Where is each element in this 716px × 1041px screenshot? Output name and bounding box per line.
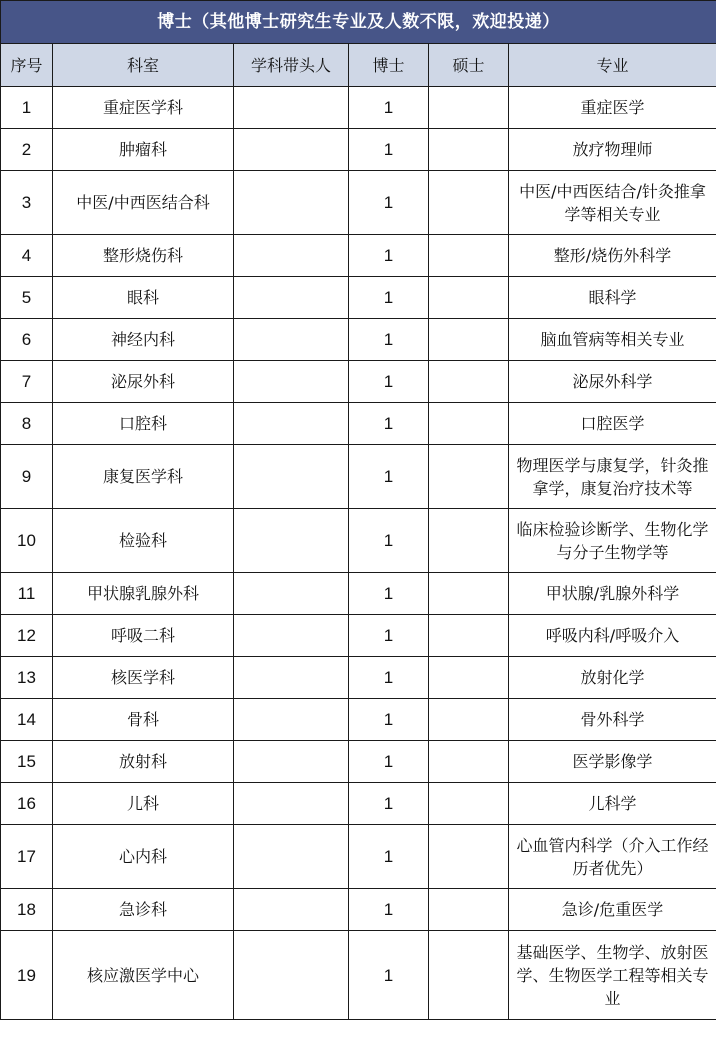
discipline-leader-cell: [234, 403, 349, 445]
column-header-major: 专业: [509, 44, 716, 87]
index-cell: 9: [1, 445, 53, 509]
master-count-cell: [429, 825, 509, 889]
index-cell: 5: [1, 277, 53, 319]
discipline-leader-cell: [234, 657, 349, 699]
major-cell: 口腔医学: [509, 403, 716, 445]
department-cell: 重症医学科: [53, 87, 234, 129]
table-body: [1, 87, 716, 1020]
discipline-leader-cell: [234, 741, 349, 783]
department-cell: 核应激医学中心: [53, 931, 234, 1020]
phd-count-cell: 1: [349, 741, 429, 783]
phd-count-cell: 1: [349, 445, 429, 509]
major-cell: 骨外科学: [509, 699, 716, 741]
department-cell: 核医学科: [53, 657, 234, 699]
department-cell: 急诊科: [53, 889, 234, 931]
master-count-cell: [429, 573, 509, 615]
discipline-leader-cell: [234, 573, 349, 615]
department-cell: 整形烧伤科: [53, 235, 234, 277]
phd-count-cell: 1: [349, 657, 429, 699]
phd-count-cell: 1: [349, 825, 429, 889]
index-cell: 16: [1, 783, 53, 825]
index-cell: 4: [1, 235, 53, 277]
phd-count-cell: 1: [349, 319, 429, 361]
major-cell: 临床检验诊断学、生物化学与分子生物学等: [509, 509, 716, 573]
major-cell: 甲状腺/乳腺外科学: [509, 573, 716, 615]
major-cell: 急诊/危重医学: [509, 889, 716, 931]
index-cell: 17: [1, 825, 53, 889]
discipline-leader-cell: [234, 889, 349, 931]
department-cell: 骨科: [53, 699, 234, 741]
master-count-cell: [429, 277, 509, 319]
column-header-index: 序号: [1, 44, 53, 87]
table-row: [1, 277, 716, 319]
discipline-leader-cell: [234, 319, 349, 361]
discipline-leader-cell: [234, 361, 349, 403]
discipline-leader-cell: [234, 825, 349, 889]
phd-count-cell: 1: [349, 615, 429, 657]
index-cell: 12: [1, 615, 53, 657]
table-row: [1, 171, 716, 235]
phd-count-cell: 1: [349, 235, 429, 277]
table-row: [1, 129, 716, 171]
department-cell: 放射科: [53, 741, 234, 783]
index-cell: 2: [1, 129, 53, 171]
index-cell: 3: [1, 171, 53, 235]
table-row: [1, 403, 716, 445]
column-header-master: 硕士: [429, 44, 509, 87]
column-header-department: 科室: [53, 44, 234, 87]
phd-count-cell: 1: [349, 403, 429, 445]
master-count-cell: [429, 171, 509, 235]
department-cell: 检验科: [53, 509, 234, 573]
index-cell: 18: [1, 889, 53, 931]
discipline-leader-cell: [234, 277, 349, 319]
table-row: [1, 445, 716, 509]
major-cell: 泌尿外科学: [509, 361, 716, 403]
master-count-cell: [429, 129, 509, 171]
department-cell: 康复医学科: [53, 445, 234, 509]
master-count-cell: [429, 403, 509, 445]
discipline-leader-cell: [234, 783, 349, 825]
table-row: [1, 615, 716, 657]
discipline-leader-cell: [234, 615, 349, 657]
department-cell: 甲状腺乳腺外科: [53, 573, 234, 615]
table-row: [1, 87, 716, 129]
discipline-leader-cell: [234, 931, 349, 1020]
major-cell: 物理医学与康复学，针灸推拿学，康复治疗技术等: [509, 445, 716, 509]
header-row: [1, 44, 716, 87]
index-cell: 19: [1, 931, 53, 1020]
master-count-cell: [429, 445, 509, 509]
department-cell: 呼吸二科: [53, 615, 234, 657]
major-cell: 脑血管病等相关专业: [509, 319, 716, 361]
major-cell: 儿科学: [509, 783, 716, 825]
major-cell: 眼科学: [509, 277, 716, 319]
phd-count-cell: 1: [349, 699, 429, 741]
phd-count-cell: 1: [349, 509, 429, 573]
table-row: [1, 783, 716, 825]
phd-count-cell: 1: [349, 931, 429, 1020]
major-cell: 基础医学、生物学、放射医学、生物医学工程等相关专业: [509, 931, 716, 1020]
department-cell: 口腔科: [53, 403, 234, 445]
discipline-leader-cell: [234, 87, 349, 129]
table-row: [1, 741, 716, 783]
index-cell: 15: [1, 741, 53, 783]
phd-count-cell: 1: [349, 573, 429, 615]
index-cell: 1: [1, 87, 53, 129]
column-header-phd: 博士: [349, 44, 429, 87]
discipline-leader-cell: [234, 235, 349, 277]
index-cell: 13: [1, 657, 53, 699]
major-cell: 呼吸内科/呼吸介入: [509, 615, 716, 657]
discipline-leader-cell: [234, 699, 349, 741]
table-row: [1, 509, 716, 573]
discipline-leader-cell: [234, 445, 349, 509]
major-cell: 重症医学: [509, 87, 716, 129]
master-count-cell: [429, 319, 509, 361]
discipline-leader-cell: [234, 509, 349, 573]
table-row: [1, 825, 716, 889]
index-cell: 10: [1, 509, 53, 573]
major-cell: 整形/烧伤外科学: [509, 235, 716, 277]
table-row: [1, 235, 716, 277]
table-row: [1, 657, 716, 699]
title-row: [1, 1, 716, 44]
major-cell: 放射化学: [509, 657, 716, 699]
master-count-cell: [429, 931, 509, 1020]
index-cell: 8: [1, 403, 53, 445]
department-cell: 肿瘤科: [53, 129, 234, 171]
master-count-cell: [429, 615, 509, 657]
master-count-cell: [429, 87, 509, 129]
master-count-cell: [429, 235, 509, 277]
phd-count-cell: 1: [349, 129, 429, 171]
phd-count-cell: 1: [349, 783, 429, 825]
master-count-cell: [429, 889, 509, 931]
department-cell: 中医/中西医结合科: [53, 171, 234, 235]
index-cell: 7: [1, 361, 53, 403]
index-cell: 14: [1, 699, 53, 741]
department-cell: 儿科: [53, 783, 234, 825]
table-row: [1, 889, 716, 931]
master-count-cell: [429, 509, 509, 573]
discipline-leader-cell: [234, 129, 349, 171]
index-cell: 6: [1, 319, 53, 361]
table-row: [1, 699, 716, 741]
table-row: [1, 319, 716, 361]
department-cell: 眼科: [53, 277, 234, 319]
major-cell: 医学影像学: [509, 741, 716, 783]
department-cell: 心内科: [53, 825, 234, 889]
master-count-cell: [429, 657, 509, 699]
phd-count-cell: 1: [349, 171, 429, 235]
master-count-cell: [429, 741, 509, 783]
master-count-cell: [429, 361, 509, 403]
table-title: 博士（其他博士研究生专业及人数不限，欢迎投递）: [1, 1, 716, 44]
phd-count-cell: 1: [349, 87, 429, 129]
phd-count-cell: 1: [349, 361, 429, 403]
phd-count-cell: 1: [349, 277, 429, 319]
index-cell: 11: [1, 573, 53, 615]
table-row: [1, 931, 716, 1020]
major-cell: 放疗物理师: [509, 129, 716, 171]
column-header-discipline-leader: 学科带头人: [234, 44, 349, 87]
major-cell: 心血管内科学（介入工作经历者优先）: [509, 825, 716, 889]
major-cell: 中医/中西医结合/针灸推拿学等相关专业: [509, 171, 716, 235]
table-row: [1, 361, 716, 403]
master-count-cell: [429, 783, 509, 825]
department-cell: 泌尿外科: [53, 361, 234, 403]
phd-count-cell: 1: [349, 889, 429, 931]
table-row: [1, 573, 716, 615]
department-cell: 神经内科: [53, 319, 234, 361]
master-count-cell: [429, 699, 509, 741]
discipline-leader-cell: [234, 171, 349, 235]
